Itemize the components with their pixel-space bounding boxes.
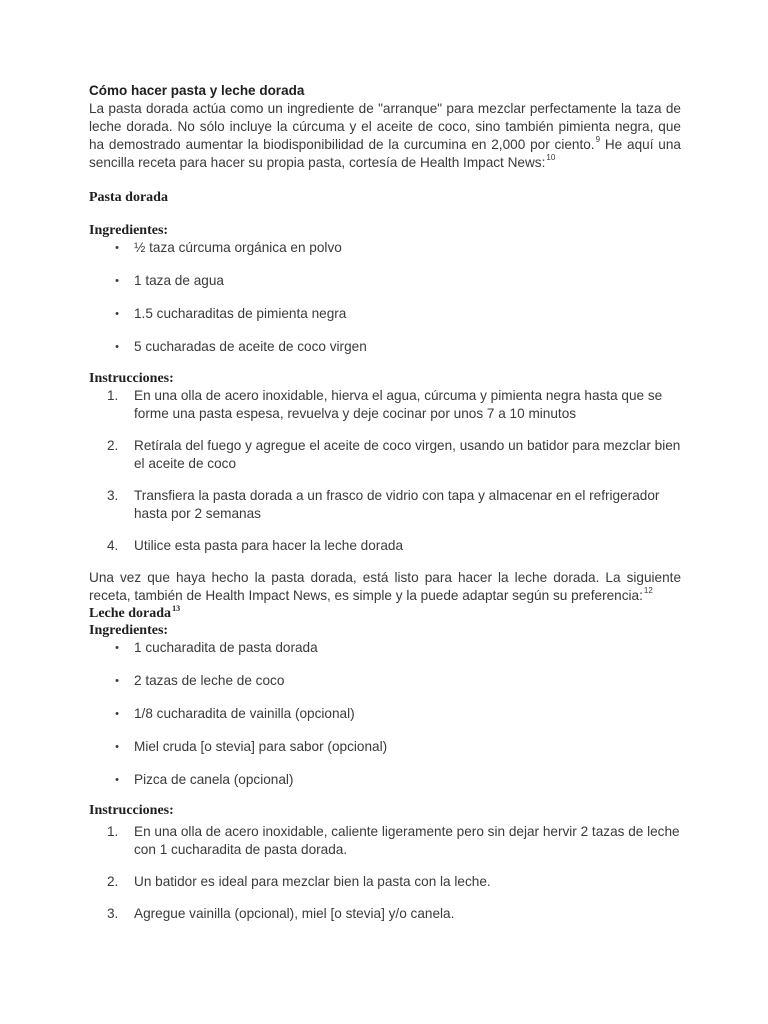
footnote-ref[interactable]: 10	[546, 153, 556, 162]
ingredient-text: Pizca de canela (opcional)	[134, 772, 294, 787]
instruction-text: Transfiera la pasta dorada a un frasco de vidrio con tapa y almacenar en el refrigerador hasta por 2 semanas	[134, 488, 660, 521]
bullet: •	[115, 308, 119, 320]
bullet: •	[115, 741, 119, 753]
document-content	[89, 83, 681, 923]
list-item	[89, 437, 681, 473]
bullet: •	[115, 774, 119, 786]
ingredients-heading: Ingredientes:	[89, 623, 169, 638]
ingredient-text: 2 tazas de leche de coco	[134, 673, 285, 688]
instruction-text: Un batidor es ideal para mezclar bien la pasta con la leche.	[134, 874, 491, 889]
ingredient-text: ½ taza cúrcuma orgánica en polvo	[134, 240, 342, 255]
page-title: Cómo hacer pasta y leche dorada	[89, 83, 305, 98]
bullet: •	[115, 675, 119, 687]
ingredient-text: 1 cucharadita de pasta dorada	[134, 640, 318, 655]
list-item	[89, 823, 681, 859]
list-item	[89, 771, 681, 789]
instruction-text: En una olla de acero inoxidable, hierva el agua, cúrcuma y pimienta negra hasta que se forme una pasta espesa, revuelva y deje cocinar por unos 7 a 10 minutos	[134, 388, 663, 421]
transition-text: Una vez que haya hecho la pasta dorada, está listo para hacer la leche dorada. La siguiente receta, también de Health Impact News, es simple y la puede adaptar según su preferencia:	[89, 570, 681, 603]
list-item	[89, 672, 681, 690]
pasta-instructions-list	[89, 387, 681, 555]
instruction-text: Agregue vainilla (opcional), miel [o stevia] y/o canela.	[134, 906, 455, 921]
list-item	[89, 705, 681, 723]
list-item	[89, 873, 681, 891]
pasta-ingredients-list	[89, 239, 681, 356]
ingredients-heading: Ingredientes:	[89, 223, 169, 238]
section-heading-pasta: Pasta dorada	[89, 190, 168, 205]
ingredient-text: 1/8 cucharadita de vainilla (opcional)	[134, 706, 355, 721]
intro-text-continued: He aquí una sencilla receta para hacer su propia pasta, cortesía de Health Impact News:	[89, 137, 681, 170]
list-item	[89, 487, 681, 523]
bullet: •	[115, 341, 119, 353]
list-item	[89, 387, 681, 423]
list-item	[89, 338, 681, 356]
instruction-text: Retírala del fuego y agregue el aceite de coco virgen, usando un batidor para mezclar bien el aceite de coco	[134, 438, 681, 471]
step-number: 2.	[107, 874, 119, 889]
step-number: 1.	[107, 824, 119, 839]
list-item	[89, 738, 681, 756]
instruction-text: Utilice esta pasta para hacer la leche dorada	[134, 538, 404, 553]
instruction-text: En una olla de acero inoxidable, caliente ligeramente pero sin dejar hervir 2 tazas de leche con 1 cucharadita de pasta dorada.	[134, 824, 680, 857]
ingredient-text: 5 cucharadas de aceite de coco virgen	[134, 339, 367, 354]
step-number: 2.	[107, 438, 119, 453]
section-heading-leche	[89, 605, 681, 622]
instructions-heading: Instrucciones:	[89, 371, 174, 386]
list-item	[89, 639, 681, 657]
footnote-ref[interactable]: 13	[172, 604, 181, 613]
list-item	[89, 537, 681, 555]
leche-instructions-list	[89, 823, 681, 923]
transition-paragraph	[89, 569, 681, 605]
step-number: 3.	[107, 906, 119, 921]
list-item	[89, 305, 681, 323]
ingredient-text: Miel cruda [o stevia] para sabor (opcional)	[134, 739, 388, 754]
leche-heading-text: Leche dorada	[89, 606, 172, 621]
intro-paragraph	[89, 100, 681, 172]
list-item	[89, 272, 681, 290]
step-number: 3.	[107, 488, 119, 503]
ingredient-text: 1.5 cucharaditas de pimienta negra	[134, 306, 347, 321]
leche-ingredients-list	[89, 639, 681, 789]
list-item	[89, 239, 681, 257]
step-number: 4.	[107, 538, 119, 553]
bullet: •	[115, 708, 119, 720]
step-number: 1.	[107, 388, 119, 403]
bullet: •	[115, 242, 119, 254]
bullet: •	[115, 275, 119, 287]
list-item	[89, 905, 681, 923]
bullet: •	[115, 642, 119, 654]
footnote-ref[interactable]: 9	[595, 135, 601, 144]
footnote-ref[interactable]: 12	[643, 586, 653, 595]
intro-text: La pasta dorada actúa como un ingrediente de "arranque" para mezclar perfectamente la taza de leche dorada. No sólo incluye la cúrcuma y el aceite de coco, sino también pimienta negra, que ha demostrado aumentar la biodisponibilidad de la curcumina en 2,000 por ciento.	[89, 101, 681, 152]
instructions-heading: Instrucciones:	[89, 803, 174, 818]
ingredient-text: 1 taza de agua	[134, 273, 224, 288]
